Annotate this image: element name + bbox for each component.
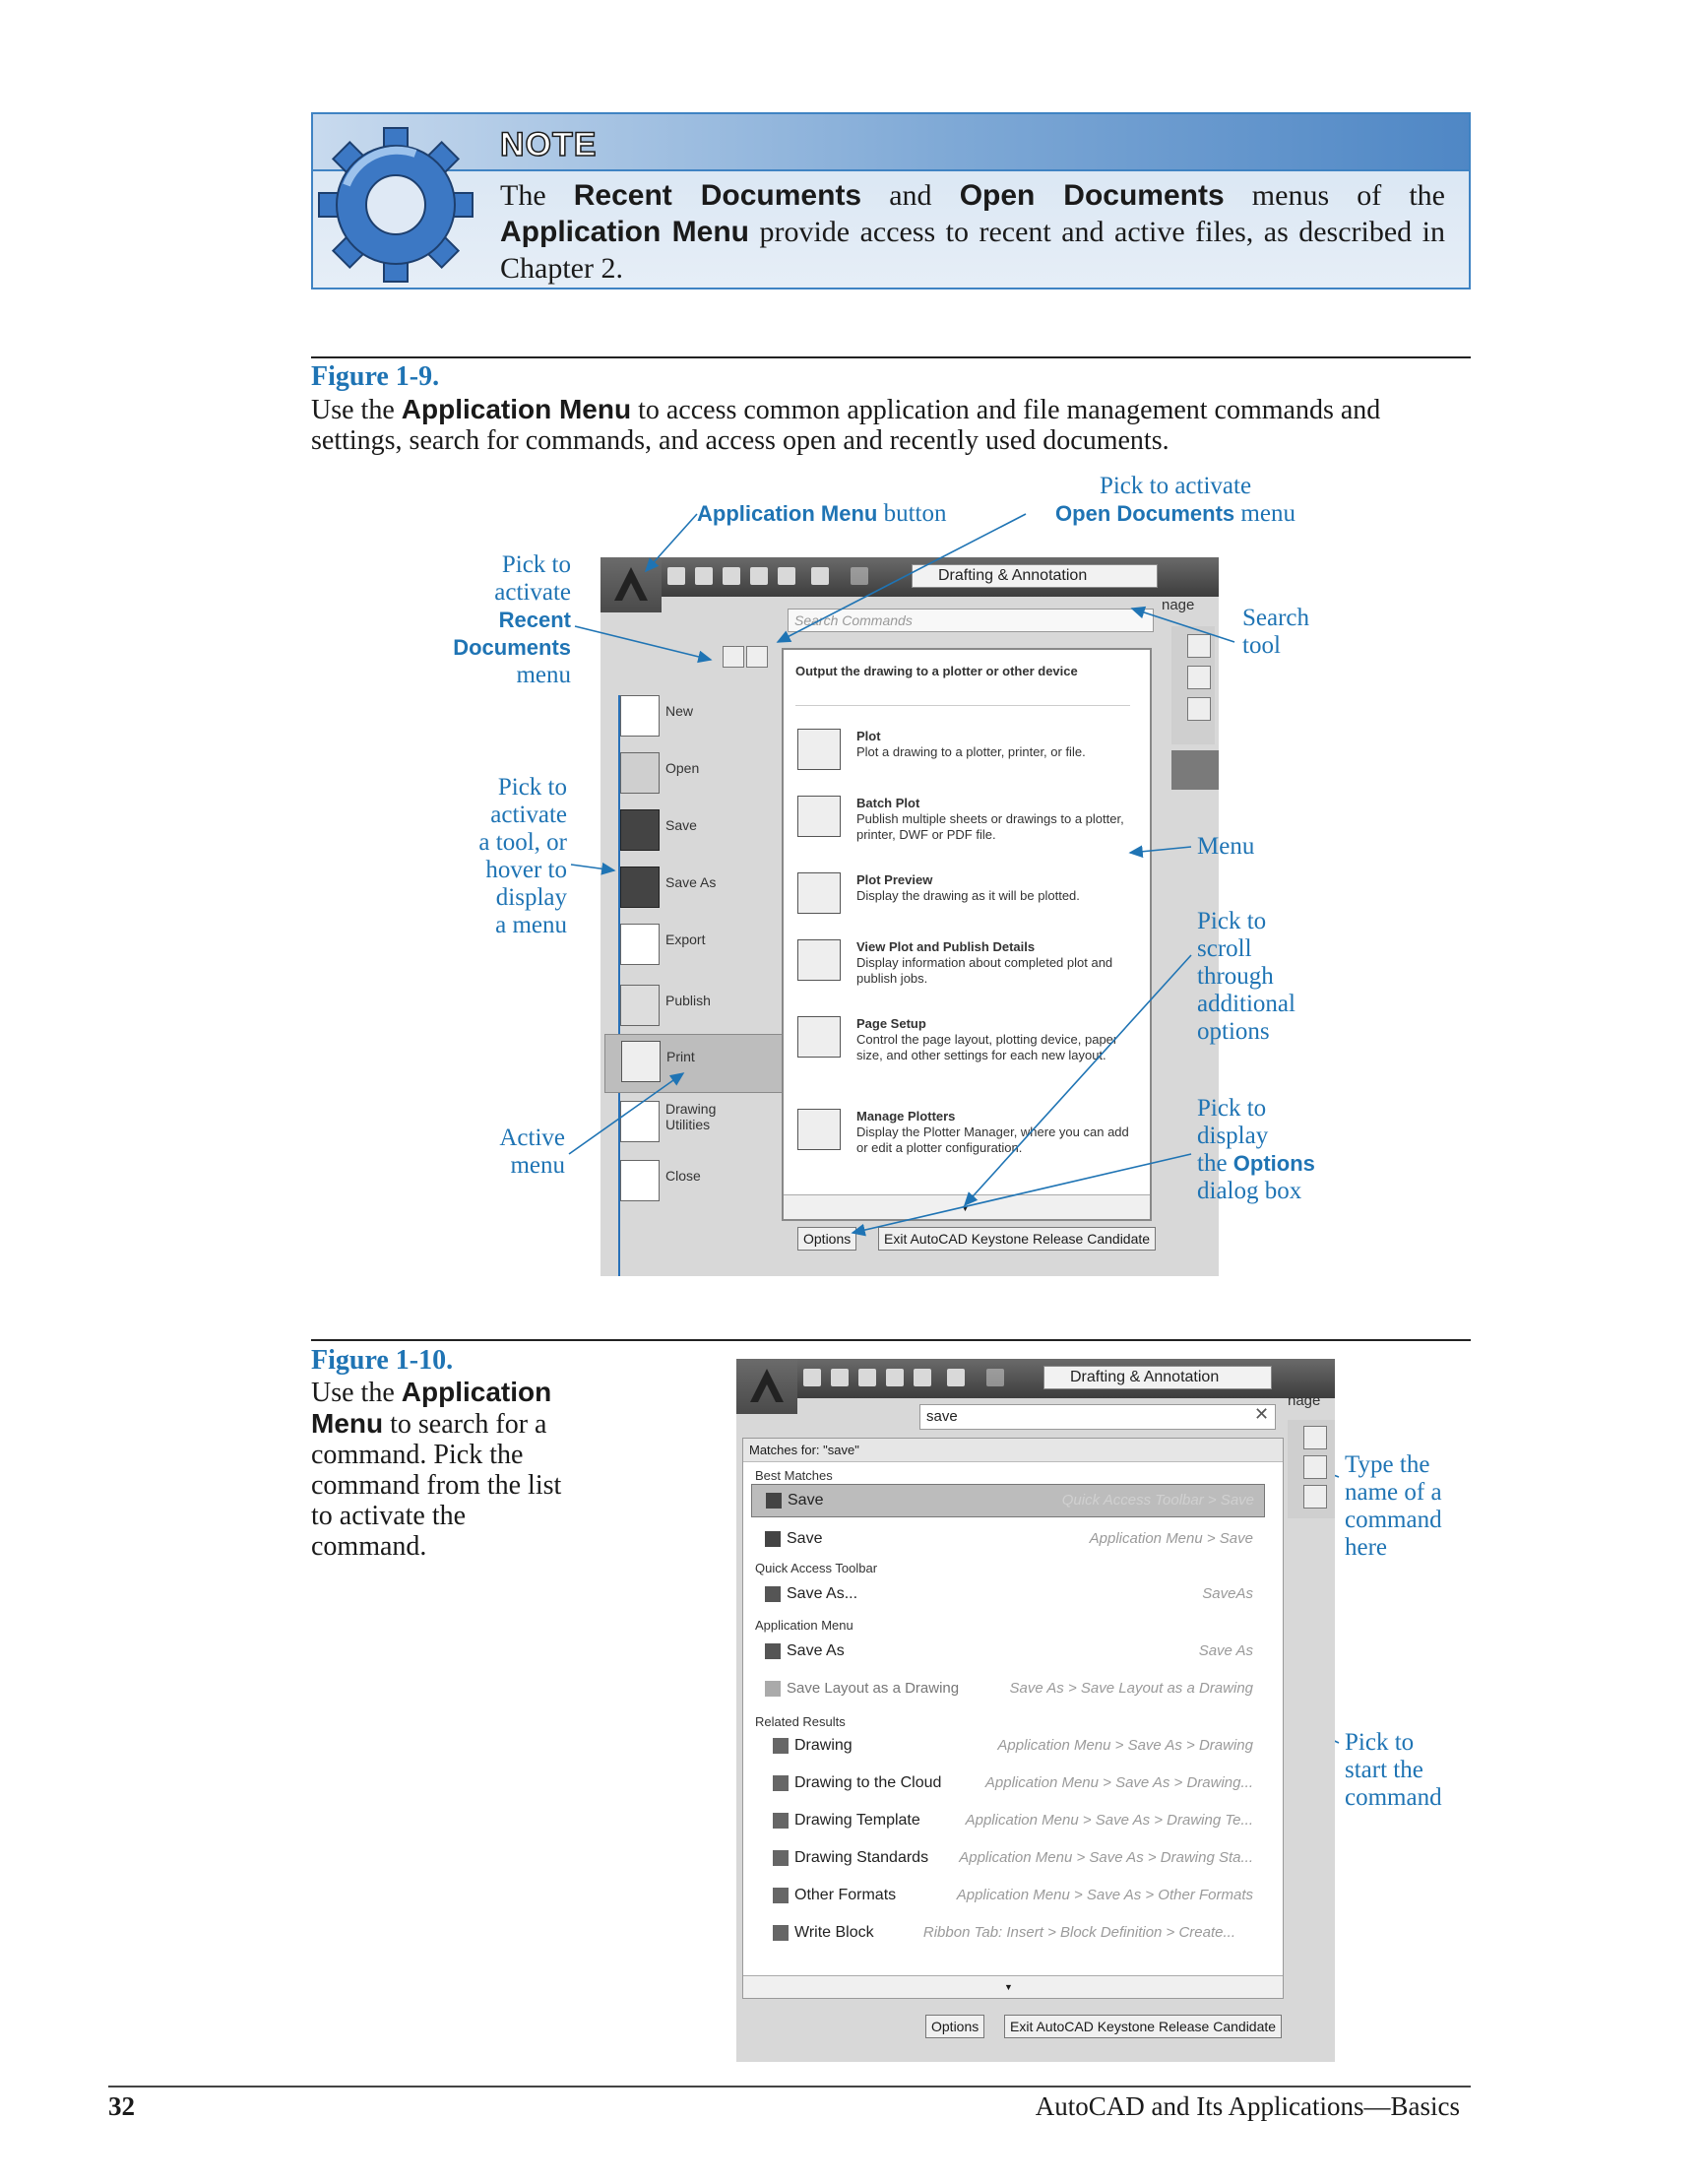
- submenu-title: Plot: [856, 729, 881, 743]
- result-path: Ribbon Tab: Insert > Block Definition > Create...: [922, 1924, 1235, 1941]
- submenu-desc: Display the drawing as it will be plotted.: [856, 888, 1080, 903]
- result-row[interactable]: [751, 1636, 1263, 1667]
- scroll-down-area[interactable]: [743, 1975, 1283, 1998]
- result-label: Save: [787, 1530, 823, 1547]
- result-label: Other Formats: [794, 1887, 897, 1903]
- result-path: Quick Access Toolbar > Save: [1061, 1492, 1254, 1509]
- menu-label: Open: [665, 760, 700, 776]
- result-row[interactable]: [751, 1484, 1265, 1517]
- result-path: Application Menu > Save As > Drawing Sta...: [959, 1849, 1253, 1866]
- menu-label: Close: [665, 1168, 701, 1184]
- chevron-down-icon[interactable]: ▼: [961, 1203, 970, 1213]
- floppy-pencil-icon: [765, 1586, 781, 1602]
- callout-start-command: Pick to start the command: [1345, 1729, 1442, 1811]
- result-path: Application Menu > Save: [1089, 1530, 1253, 1547]
- group-quick-access-toolbar: Quick Access Toolbar: [755, 1561, 878, 1575]
- menu-label: Save: [665, 817, 697, 833]
- result-label: Save: [788, 1492, 824, 1509]
- pencil-icon[interactable]: [1303, 1426, 1327, 1449]
- cloud-drawing-icon: [773, 1775, 789, 1791]
- figure-10-label: Figure 1-10.: [311, 1345, 454, 1376]
- result-label: Write Block: [794, 1924, 874, 1941]
- search-input[interactable]: save: [919, 1404, 1276, 1430]
- submenu-title: Batch Plot: [856, 796, 920, 810]
- menu-label: New: [665, 703, 694, 719]
- autocad-logo-icon: [736, 1359, 797, 1414]
- clear-search-icon[interactable]: ✕: [1254, 1404, 1270, 1424]
- group-related-results: Related Results: [755, 1714, 846, 1729]
- result-path: Application Menu > Save As > Other Formats: [956, 1887, 1253, 1903]
- options-button[interactable]: Options: [797, 1227, 856, 1251]
- drawing-icon: [773, 1738, 789, 1754]
- floppy-pencil-icon: [765, 1643, 781, 1659]
- figure-10-rule: [311, 1339, 1471, 1341]
- print-icon[interactable]: [914, 1369, 931, 1386]
- submenu-desc: Control the page layout, plotting device, paper size, and other settings for each new layout.: [856, 1032, 1118, 1062]
- result-row[interactable]: [751, 1805, 1263, 1836]
- write-block-icon: [773, 1925, 789, 1941]
- result-label: Drawing to the Cloud: [794, 1774, 942, 1791]
- result-row[interactable]: [751, 1523, 1263, 1555]
- result-row[interactable]: [751, 1880, 1263, 1911]
- result-row[interactable]: [751, 1730, 1263, 1762]
- menu-label: Publish: [665, 993, 711, 1008]
- result-path: Save As > Save Layout as a Drawing: [1009, 1680, 1253, 1697]
- result-row[interactable]: [751, 1917, 1263, 1949]
- floppy-icon: [766, 1493, 782, 1509]
- callout-scroll: Pick to scroll through additional options: [1197, 908, 1295, 1045]
- callout-search-tool: Search tool: [1242, 605, 1310, 659]
- menu-label: Save As: [665, 874, 717, 890]
- application-menu-button[interactable]: [736, 1359, 797, 1414]
- result-label: Drawing Standards: [794, 1849, 929, 1866]
- submenu-desc: Plot a drawing to a plotter, printer, or file.: [856, 744, 1086, 759]
- matches-header: Matches for: "save": [743, 1439, 1283, 1462]
- layers-icon[interactable]: [1303, 1455, 1327, 1479]
- saveas-icon[interactable]: [886, 1369, 904, 1386]
- result-path: Application Menu > Save As > Drawing: [997, 1737, 1253, 1754]
- book-title: AutoCAD and Its Applications—Basics: [1035, 2091, 1460, 2121]
- ribbon-panel-fragment: [1288, 1420, 1335, 1518]
- other-formats-icon: [773, 1888, 789, 1903]
- callout-type-command: Type the name of a command here: [1345, 1451, 1442, 1561]
- result-path: Save As: [1198, 1642, 1253, 1659]
- figure-10-caption: Use the Application Menu to search for a command. Pick the command from the list to activate the command.: [311, 1377, 562, 1562]
- workspace-dropdown[interactable]: Drafting & Annotation: [1043, 1366, 1272, 1389]
- result-row[interactable]: [751, 1767, 1263, 1799]
- manage-tab-fragment: nage: [1288, 1392, 1321, 1409]
- options-button[interactable]: Options: [925, 2015, 984, 2038]
- menu-label: Drawing Utilities: [665, 1101, 717, 1132]
- callout-pick-tool: Pick to activate a tool, or hover to display a menu: [478, 774, 567, 938]
- workspace-dropdown[interactable]: Drafting & Annotation: [912, 564, 1158, 588]
- exit-button[interactable]: Exit AutoCAD Keystone Release Candidate: [1004, 2015, 1282, 2038]
- result-label: Save As: [787, 1642, 845, 1659]
- submenu-desc: Display the Plotter Manager, where you can add or edit a plotter configuration.: [856, 1124, 1129, 1155]
- submenu-title: Plot Preview: [856, 872, 933, 887]
- menu-label: Export: [665, 931, 706, 947]
- quick-access-toolbar: [736, 1359, 1335, 1398]
- submenu-title: Manage Plotters: [856, 1109, 956, 1124]
- figure-9-caption: Use the Application Menu to access common application and file management commands and settings, search for commands, and access open and recently used documents.: [311, 394, 1381, 456]
- result-row[interactable]: [751, 1842, 1263, 1874]
- note-text: The Recent Documents and Open Documents menus of the Application Menu provide access to recent and active files, as described in Chapter 2.: [500, 179, 1445, 285]
- page-number: 32: [108, 2091, 135, 2121]
- floppy-icon: [765, 1531, 781, 1547]
- result-row[interactable]: [751, 1578, 1263, 1610]
- submenu-title: View Plot and Publish Details: [856, 939, 1036, 954]
- callout-menu: Menu: [1197, 833, 1255, 860]
- result-label: Save Layout as a Drawing: [787, 1680, 960, 1697]
- callout-active-menu: Active menu: [499, 1124, 565, 1179]
- chevron-down-icon[interactable]: ▼: [1004, 1982, 1013, 1992]
- callout-recent-documents: Pick to activate Recent Documents menu: [453, 551, 571, 688]
- figure-9-label: Figure 1-9.: [311, 361, 440, 392]
- save-icon[interactable]: [858, 1369, 876, 1386]
- open-icon[interactable]: [831, 1369, 849, 1386]
- standards-icon: [773, 1850, 789, 1866]
- manage-tab-fragment: nage: [1162, 597, 1195, 613]
- callout-application-menu-button: Application Menu button: [697, 500, 947, 527]
- footer-rule: [108, 2086, 1471, 2088]
- result-row[interactable]: [751, 1673, 1263, 1704]
- undo-icon[interactable]: [947, 1369, 965, 1386]
- layout-icon: [765, 1681, 781, 1697]
- group-application-menu: Application Menu: [755, 1618, 853, 1633]
- template-icon: [773, 1813, 789, 1829]
- submenu-desc: Publish multiple sheets or drawings to a plotter, printer, DWF or PDF file.: [856, 811, 1124, 842]
- result-path: Application Menu > Save As > Drawing...: [984, 1774, 1253, 1791]
- result-path: SaveAs: [1202, 1585, 1253, 1602]
- result-label: Drawing Template: [794, 1812, 920, 1829]
- submenu-header: Output the drawing to a plotter or other device: [795, 664, 1078, 678]
- result-label: Drawing: [794, 1737, 853, 1754]
- callout-options: Pick to display the Options dialog box: [1197, 1095, 1315, 1204]
- note-title: NOTE: [500, 126, 598, 163]
- menu-label: Print: [666, 1049, 695, 1064]
- submenu-desc: Display information about completed plot and publish jobs.: [856, 955, 1113, 986]
- search-input[interactable]: Search Commands: [788, 609, 1154, 632]
- cloud-icon[interactable]: [1303, 1485, 1327, 1509]
- callout-open-documents: Pick to activate Open Documents menu: [1055, 473, 1295, 527]
- group-best-matches: Best Matches: [755, 1468, 833, 1483]
- result-path: Application Menu > Save As > Drawing Te...: [965, 1812, 1253, 1829]
- result-label: Save As...: [787, 1585, 858, 1602]
- new-icon[interactable]: [803, 1369, 821, 1386]
- search-results-panel: [742, 1438, 1284, 1999]
- submenu-title: Page Setup: [856, 1016, 926, 1031]
- exit-button[interactable]: Exit AutoCAD Keystone Release Candidate: [878, 1227, 1156, 1251]
- figure-10-screenshot: [736, 1359, 1335, 2062]
- redo-icon[interactable]: [986, 1369, 1004, 1386]
